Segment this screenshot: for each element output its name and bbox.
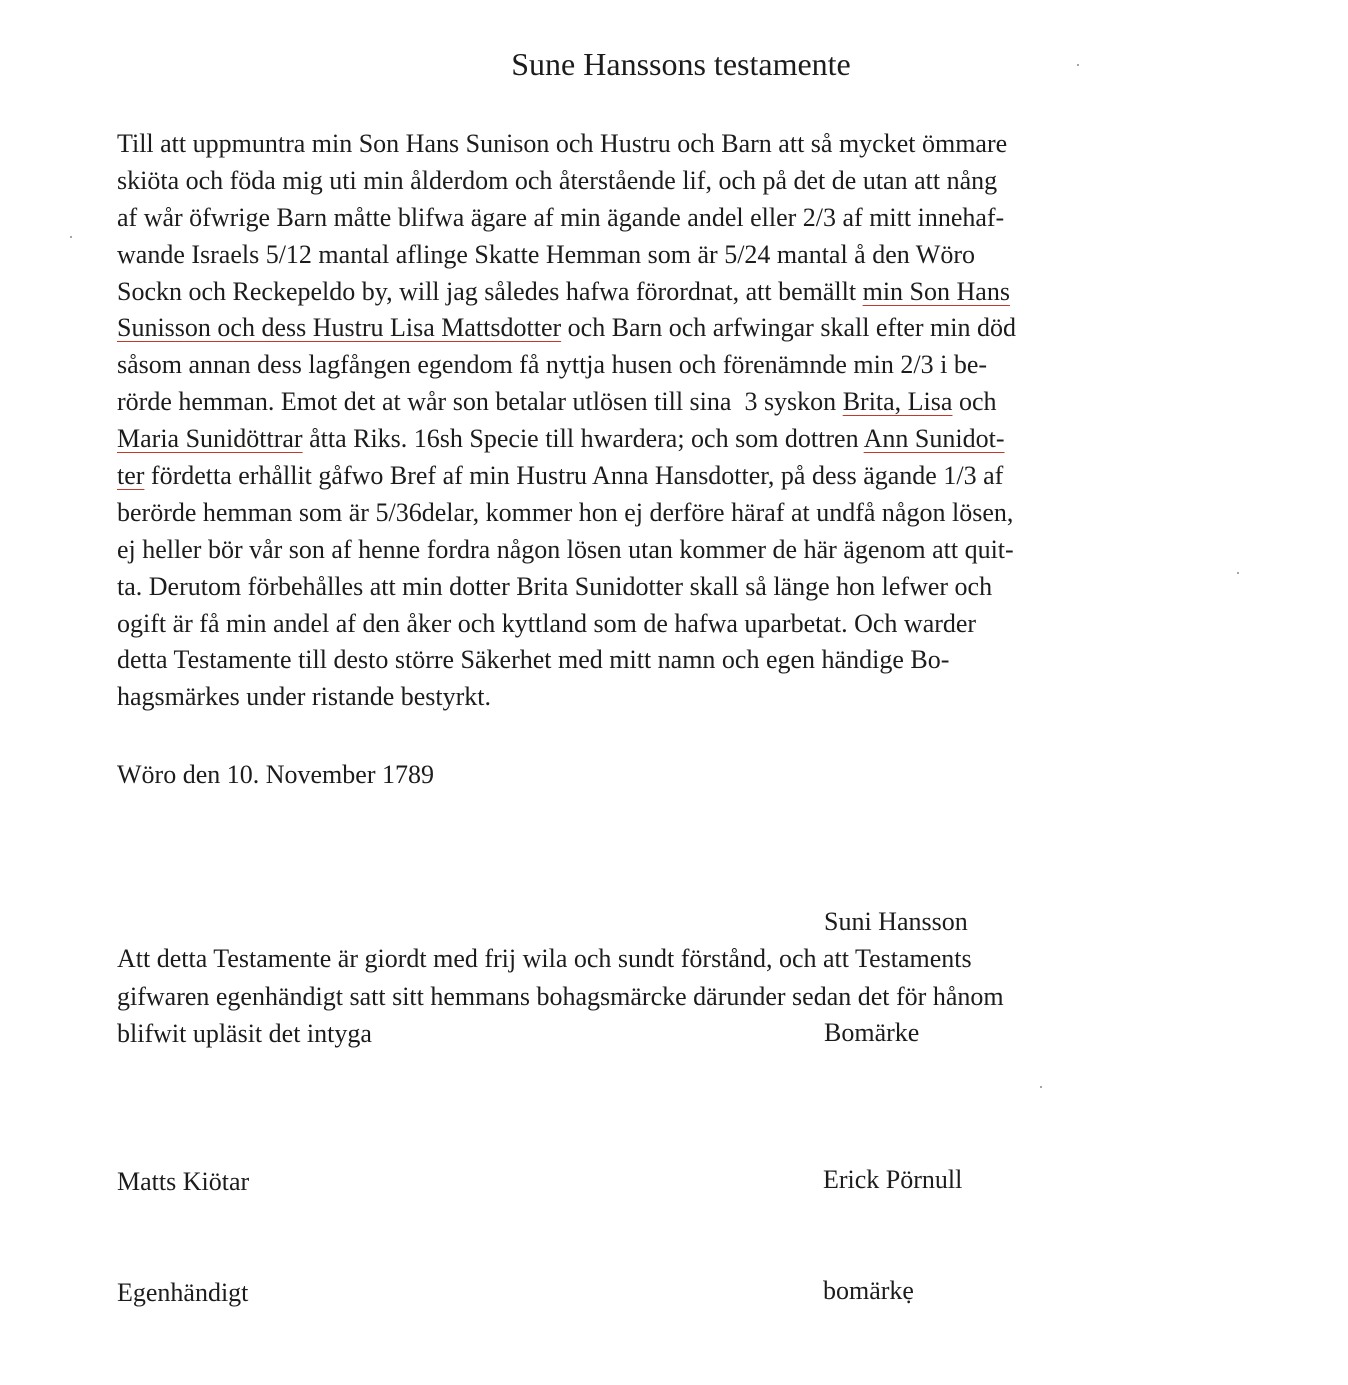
- document-title: Sune Hanssons testamente: [511, 46, 851, 82]
- date-line: Wöro den 10. November 1789: [117, 760, 434, 789]
- body-text: berörde hemman som är 5/36delar, kommer hon ej derföre häraf at undfå någon lösen,: [117, 497, 1014, 527]
- body-text: rörde hemman. Emot det at wår son betalar utlösen till sina 3 syskon: [117, 387, 843, 417]
- testator-mark-note: Bomärke: [824, 1018, 920, 1047]
- witness-right-signature: [823, 1087, 962, 1383]
- body-line: [117, 642, 1016, 679]
- body-text: ej heller bör vår son af henne fordra någon lösen utan kommer de här ägenom att quit-: [117, 534, 1014, 564]
- body-text: och: [952, 387, 997, 417]
- underlined-name: Sunisson och dess Hustru Lisa Mattsdotter: [117, 313, 562, 343]
- body-line: [117, 200, 1016, 237]
- scan-speck: [1077, 64, 1079, 66]
- witness-right-note: bomärkẹ: [823, 1276, 914, 1305]
- underlined-name: min Son Hans: [862, 276, 1010, 306]
- underlined-name: ter: [117, 461, 145, 491]
- body-text: af wår öfwrige Barn måtte blifwa ägare af min ägande andel eller 2/3 af mitt innehaf-: [117, 202, 1005, 232]
- body-line: [117, 347, 1016, 384]
- body-line: [117, 274, 1016, 311]
- body-line: [117, 421, 1016, 458]
- body-text: skiöta och föda mig uti min ålderdom och återstående lif, och på det de utan att nång: [117, 165, 998, 195]
- body-text: detta Testamente till desto större Säkerhet med mitt namn och egen händige Bo-: [117, 645, 950, 675]
- scan-speck: [1040, 1086, 1042, 1088]
- attestation-line: gifwaren egenhändigt satt sitt hemmans bohagsmärcke därunder sedan det för hånom: [117, 981, 1004, 1011]
- body-text: hagsmärkes under ristande bestyrkt.: [117, 682, 492, 712]
- body-line: [117, 237, 1016, 274]
- underlined-name: Brita, Lisa: [842, 387, 953, 417]
- underlined-name: Ann Sunidot-: [863, 424, 1005, 454]
- body-line: [117, 163, 1016, 200]
- attestation-line: blifwit upläsit det intyga: [117, 1019, 372, 1048]
- body-text: wande Israels 5/12 mantal aflinge Skatte Hemman som är 5/24 mantal å den Wöro: [117, 239, 975, 269]
- attestation-line: Att detta Testamente är giordt med frij wila och sundt förstånd, och att Testaments: [117, 944, 972, 973]
- witness-right-name: Erick Pörnull: [823, 1165, 963, 1194]
- body-line: [117, 310, 1016, 347]
- body-text: ta. Derutom förbehålles att min dotter Brita Sunidotter skall så länge hon lefwer och: [117, 571, 993, 601]
- body-line: [117, 126, 1016, 163]
- witness-left-signature: [117, 1089, 249, 1385]
- witness-left-name: Matts Kiötar: [117, 1167, 250, 1196]
- body-text: åtta Riks. 16sh Specie till hwardera; och som dottren: [302, 424, 864, 454]
- body-text: och Barn och arfwingar skall efter min död: [561, 313, 1017, 343]
- body-text: Sockn och Reckepeldo by, will jag således hafwa förordnat, att bemällt: [117, 276, 863, 306]
- testator-name: Suni Hansson: [824, 907, 968, 936]
- scan-speck: [1237, 572, 1239, 574]
- attestation-paragraph: [117, 940, 1004, 1053]
- body-line: [117, 495, 1016, 532]
- scan-speck: [70, 236, 72, 238]
- body-text: såsom annan dess lagfången egendom få nyttja husen och förenämnde min 2/3 i be-: [117, 350, 988, 380]
- body-text: Till att uppmuntra min Son Hans Sunison och Hustru och Barn att så mycket ömmare: [117, 129, 1008, 158]
- body-line: [117, 532, 1016, 569]
- underlined-name: Maria Sunidöttrar: [117, 424, 303, 454]
- body-text: fördetta erhållit gåfwo Bref af min Hustru Anna Hansdotter, på dess ägande 1/3 af: [144, 461, 1004, 491]
- body-line: [117, 679, 1016, 716]
- body-line: [117, 458, 1016, 495]
- body-line: [117, 384, 1016, 421]
- body-text: ogift är få min andel af den åker och kyttland som de hafwa uparbetat. Och warder: [117, 608, 977, 638]
- body-line: [117, 569, 1016, 606]
- witness-left-note: Egenhändigt: [117, 1278, 249, 1307]
- body-line: [117, 606, 1016, 643]
- testament-body: [117, 126, 1016, 716]
